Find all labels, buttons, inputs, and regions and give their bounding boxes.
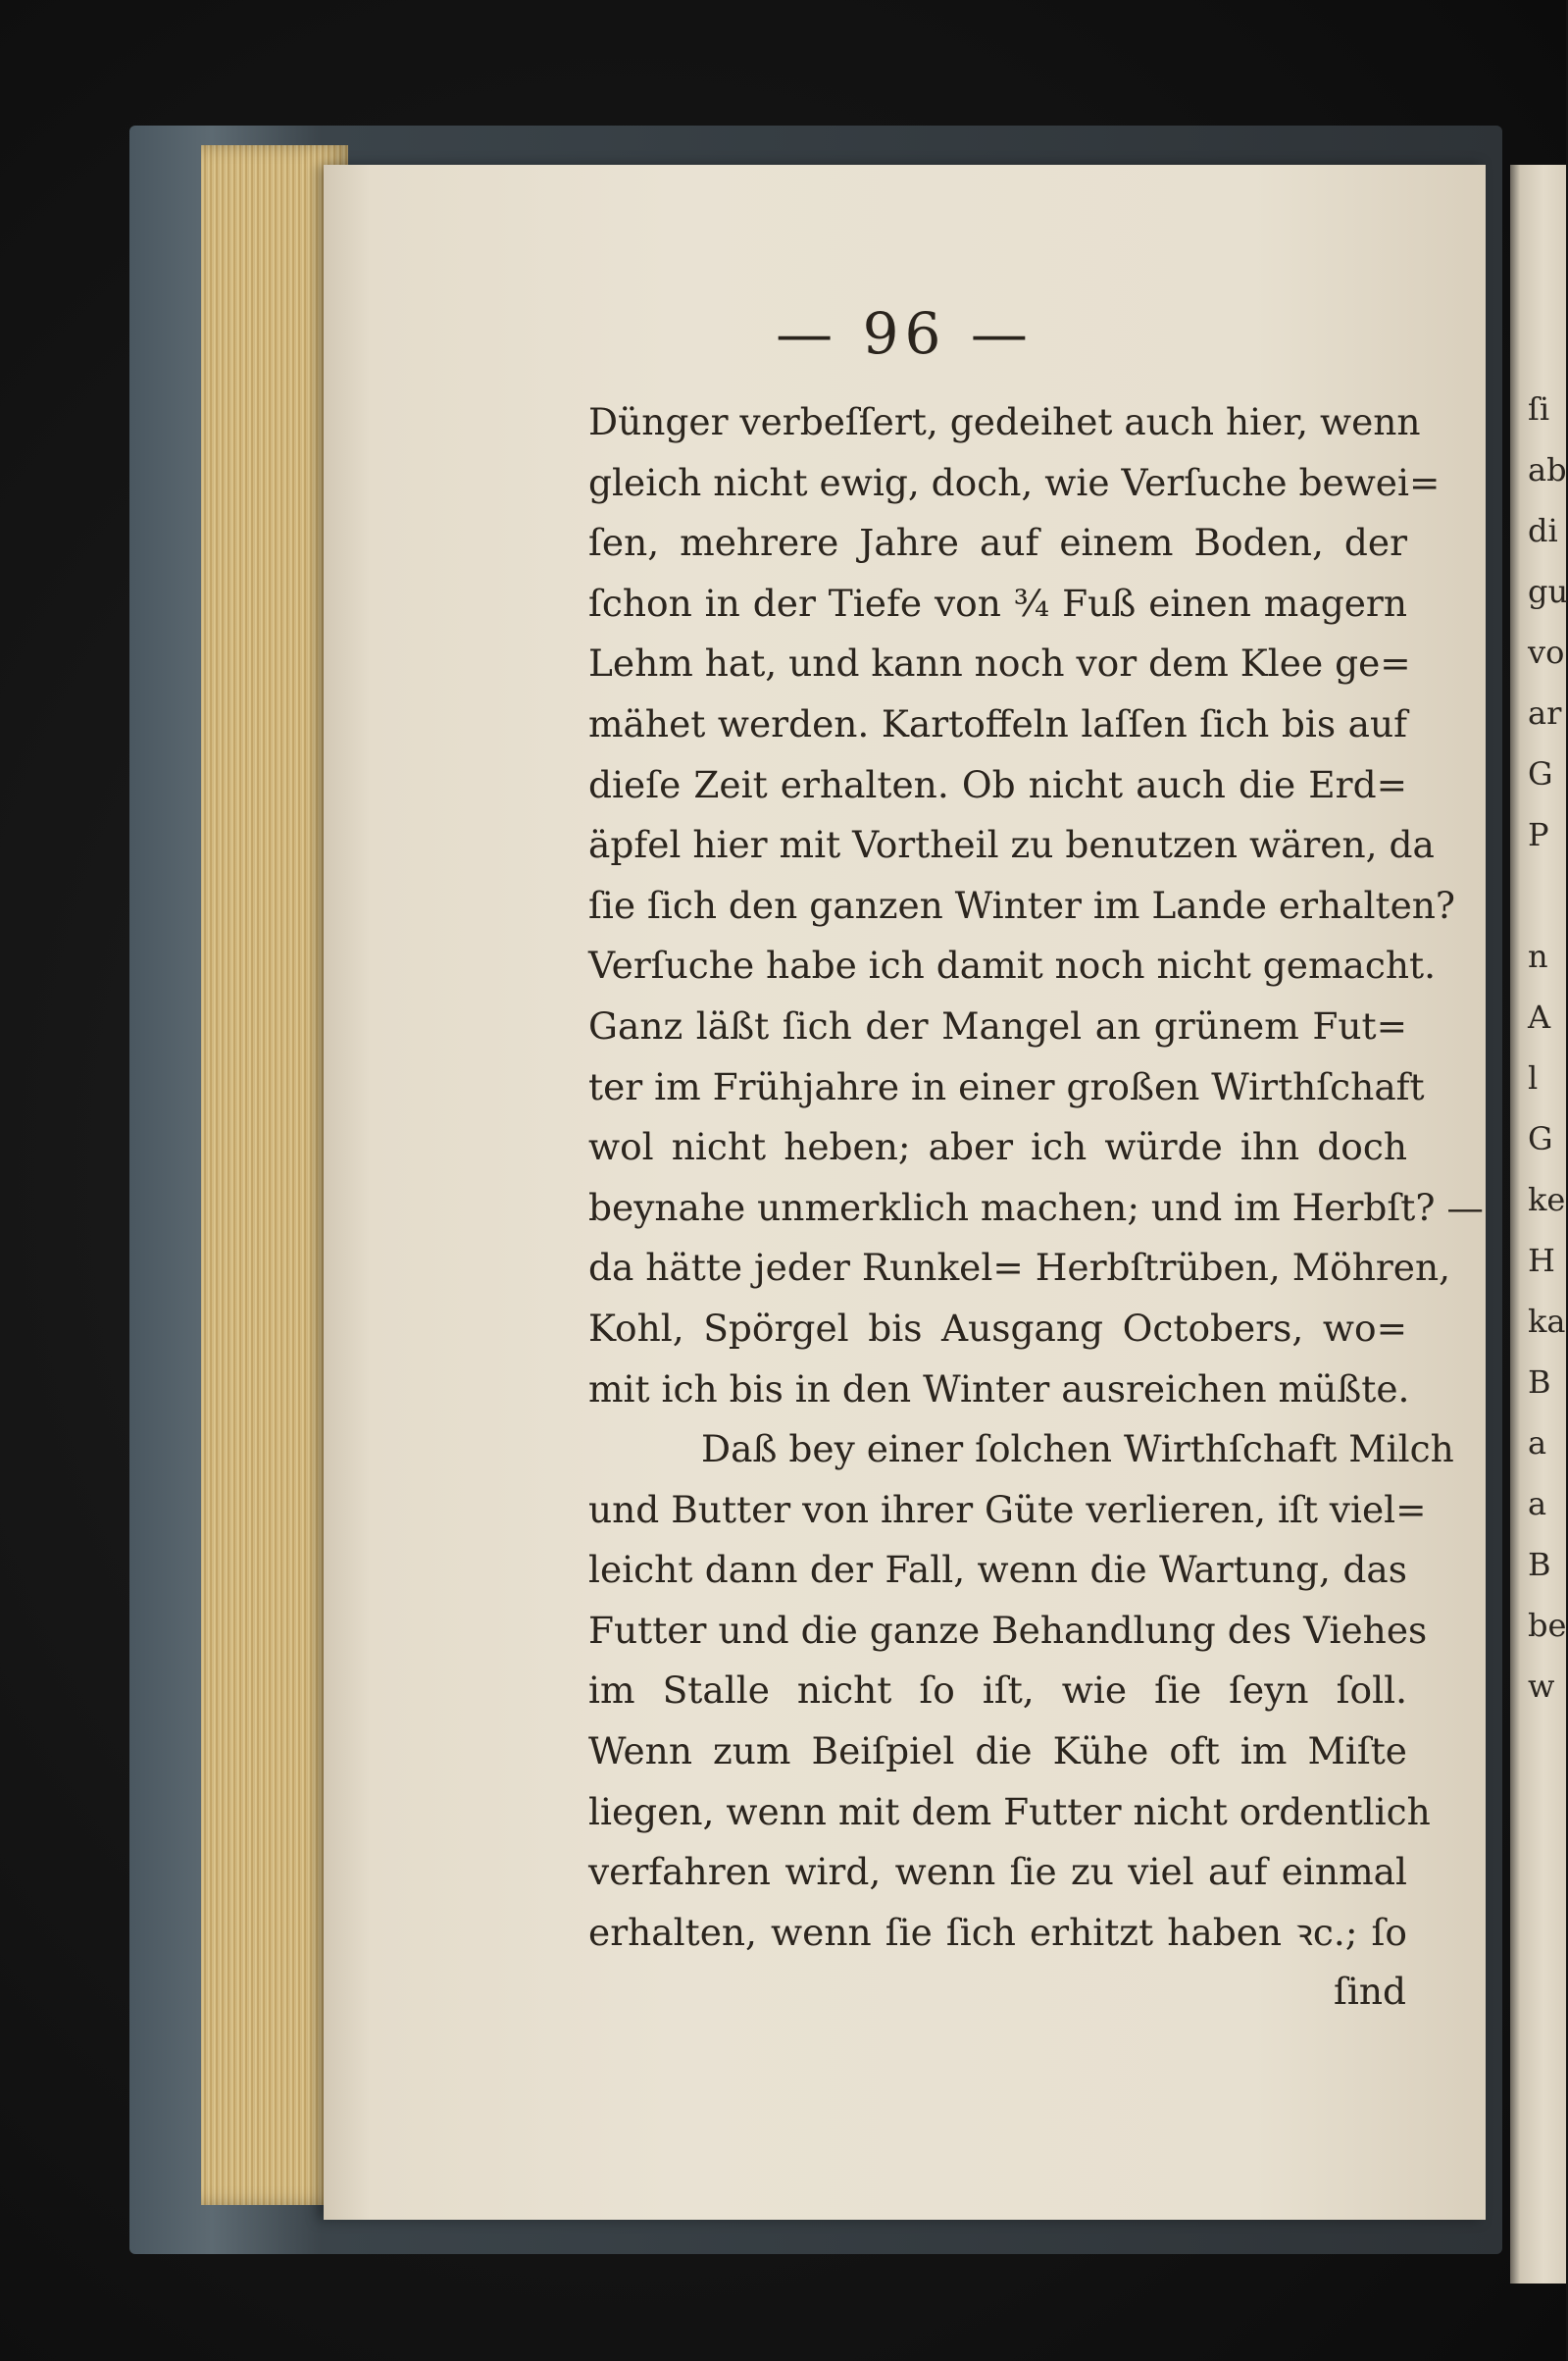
text-line: Dünger verbeſſert, gedeihet auch hier, wenn (588, 400, 1421, 443)
facing-fragment: l (1528, 1059, 1539, 1097)
facing-fragment: a (1528, 1424, 1547, 1462)
text-line: erhalten, wenn ſie ſich erhitzt haben ꝛc.; ſo (588, 1910, 1407, 1954)
facing-fragment: a (1528, 1485, 1547, 1522)
text-line: da hätte jeder Runkel= Herbſtrüben, Möhren, (588, 1246, 1451, 1290)
facing-fragment: ar (1528, 694, 1562, 732)
facing-fragment: A (1528, 999, 1551, 1036)
text-line: ſen, mehrere Jahre auf einem Boden, der (588, 521, 1407, 565)
text-line: mit ich bis in den Winter ausreichen müßte. (588, 1366, 1410, 1411)
text-line: im Stalle nicht ſo iſt, wie ſie ſeyn ſoll. (588, 1668, 1407, 1713)
text-line: dieſe Zeit erhalten. Ob nicht auch die Erd= (588, 762, 1407, 806)
page-number: — 96 — (776, 300, 1034, 367)
facing-fragment: gu (1528, 573, 1568, 610)
text-line: leicht dann der Fall, wenn die Wartung, das (588, 1548, 1407, 1592)
text-line: Wenn zum Beiſpiel die Kühe oft im Miſte (588, 1729, 1407, 1773)
text-line: ter im Frühjahre in einer großen Wirthſchaft (588, 1064, 1425, 1108)
facing-fragment: G (1528, 755, 1553, 793)
facing-fragment: ka (1528, 1303, 1566, 1340)
text-line: äpfel hier mit Vortheil zu benutzen wären, da (588, 823, 1435, 867)
text-line: mähet werden. Kartoffeln laſſen ſich bis auf (588, 701, 1407, 745)
facing-fragment: P (1528, 816, 1549, 853)
facing-fragment: vo (1528, 634, 1565, 671)
facing-fragment: B (1528, 1363, 1551, 1401)
facing-page-edge (1510, 165, 1566, 2284)
facing-fragment: n (1528, 938, 1548, 975)
text-line: ſie ſich den ganzen Winter im Lande erhalten? (588, 883, 1456, 927)
page-text (588, 392, 1484, 1963)
facing-fragment: B (1528, 1546, 1551, 1583)
text-line: Kohl, Spörgel bis Ausgang Octobers, wo= (588, 1306, 1407, 1350)
text-line: beynahe unmerklich machen; und im Herbſt? — (588, 1185, 1484, 1229)
text-line: Daß bey einer ſolchen Wirthſchaft Milch (701, 1427, 1454, 1471)
text-line: verfahren wird, wenn ſie zu viel auf einmal (588, 1850, 1407, 1894)
facing-fragment: ſi (1528, 390, 1550, 428)
text-line: gleich nicht ewig, doch, wie Verſuche bewei= (588, 460, 1441, 504)
facing-fragment: be (1528, 1607, 1567, 1644)
facing-fragment: di (1528, 512, 1558, 549)
facing-fragment: ke (1528, 1181, 1566, 1218)
text-line: liegen, wenn mit dem Futter nicht ordentlich (588, 1789, 1431, 1833)
text-line: ſchon in der Tiefe von ¾ Fuß einen magern (588, 581, 1407, 625)
text-line: Verſuche habe ich damit noch nicht gemacht. (588, 944, 1437, 988)
facing-fragment: ab (1528, 451, 1567, 488)
text-line: Ganz läßt ſich der Mangel an grünem Fut= (588, 1003, 1407, 1048)
catchword: ſind (1334, 1970, 1407, 2013)
facing-fragment: w (1528, 1668, 1555, 1705)
book-page (324, 165, 1486, 2220)
facing-fragment: G (1528, 1120, 1553, 1157)
text-line: Lehm hat, und kann noch vor dem Klee ge= (588, 642, 1411, 686)
text-line: und Butter von ihrer Güte verlieren, iſt viel= (588, 1487, 1427, 1531)
text-line: wol nicht heben; aber ich würde ihn doch (588, 1125, 1407, 1169)
text-line: Futter und die ganze Behandlung des Viehes (588, 1608, 1428, 1652)
facing-fragment: H (1528, 1242, 1555, 1279)
